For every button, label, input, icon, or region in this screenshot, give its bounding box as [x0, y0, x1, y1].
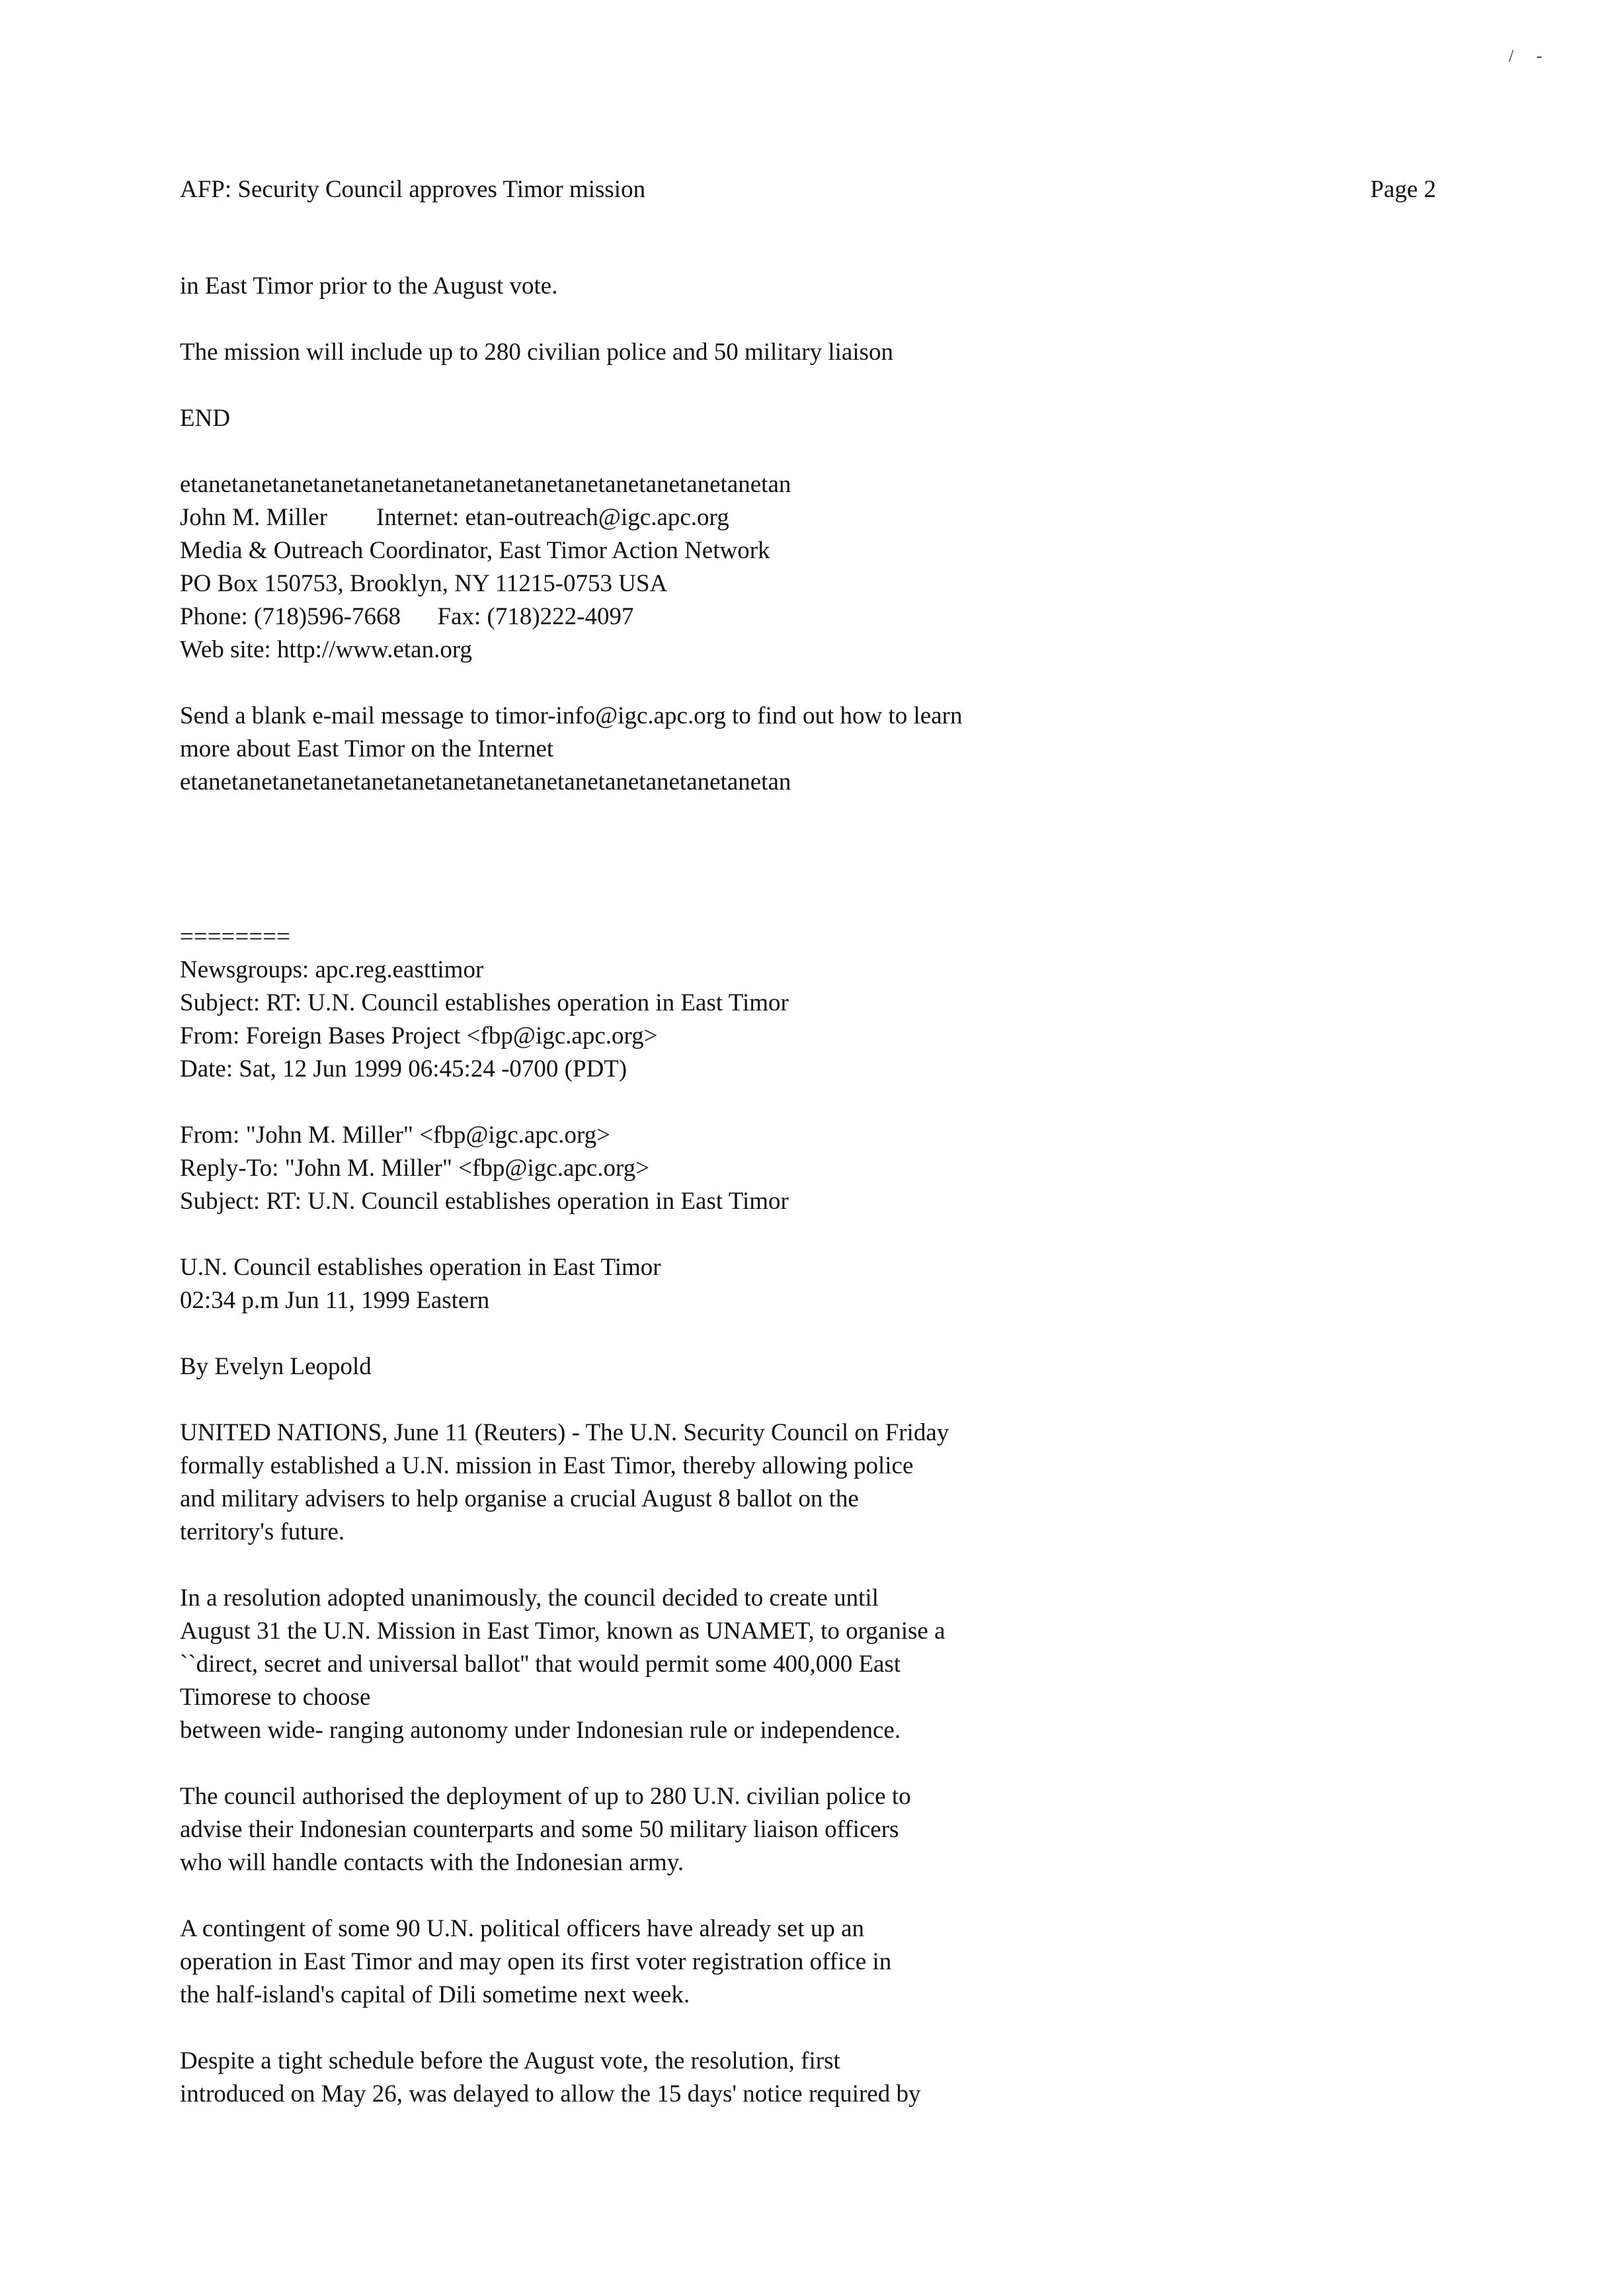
text-line: August 31 the U.N. Mission in East Timor, known as UNAMET, to organise a	[180, 1618, 945, 1645]
text-line: ``direct, secret and universal ballot'' that would permit some 400,000 East	[180, 1651, 901, 1678]
paragraph	[180, 468, 1304, 667]
text-line: who will handle contacts with the Indonesian army.	[180, 1849, 684, 1876]
text-line: In a resolution adopted unanimously, the council decided to create until	[180, 1584, 879, 1612]
text-line: PO Box 150753, Brooklyn, NY 11215-0753 USA	[180, 570, 668, 597]
text-line: etanetanetanetanetanetanetanetanetanetanetanetanetanetanetan	[180, 768, 791, 796]
text-line: and military advisers to help organise a crucial August 8 ballot on the	[180, 1485, 859, 1512]
text-line: Timorese to choose	[180, 1684, 371, 1711]
text-line: A contingent of some 90 U.N. political officers have already set up an	[180, 1915, 865, 1942]
text-line: Web site: http://www.etan.org	[180, 636, 472, 663]
text-line: The council authorised the deployment of up to 280 U.N. civilian police to	[180, 1783, 911, 1810]
document-body	[180, 270, 1304, 2144]
top-section	[180, 270, 1304, 799]
text-line: etanetanetanetanetanetanetanetanetanetanetanetanetanetanetan	[180, 471, 791, 498]
forwarded-message-section	[180, 921, 1304, 2111]
text-line: John M. Miller Internet: etan-outreach@igc.apc.org	[180, 504, 729, 531]
text-line: UNITED NATIONS, June 11 (Reuters) - The U.N. Security Council on Friday	[180, 1419, 949, 1446]
text-line: END	[180, 405, 231, 432]
text-line: Subject: RT: U.N. Council establishes operation in East Timor	[180, 989, 789, 1016]
text-line: 02:34 p.m Jun 11, 1999 Eastern	[180, 1287, 490, 1314]
text-line: more about East Timor on the Internet	[180, 735, 554, 762]
text-line: By Evelyn Leopold	[180, 1353, 372, 1380]
paragraph	[180, 700, 1304, 799]
text-line: From: "John M. Miller" <fbp@igc.apc.org>	[180, 1122, 611, 1149]
text-line: in East Timor prior to the August vote.	[180, 272, 558, 300]
text-line: introduced on May 26, was delayed to allow the 15 days' notice required by	[180, 2080, 921, 2108]
paragraph	[180, 336, 1304, 369]
paragraph	[180, 402, 1304, 435]
running-header	[180, 173, 1436, 206]
paragraph	[180, 270, 1304, 303]
text-line: From: Foreign Bases Project <fbp@igc.apc.org>	[180, 1022, 658, 1049]
text-line: The mission will include up to 280 civilian police and 50 military liaison	[180, 339, 893, 366]
paragraph	[180, 1119, 1304, 1218]
paragraph	[180, 1416, 1304, 1549]
text-line: Subject: RT: U.N. Council establishes operation in East Timor	[180, 1188, 789, 1215]
text-line: the half-island's capital of Dili sometime next week.	[180, 1981, 690, 2008]
paragraph	[180, 1582, 1304, 1747]
paragraph	[180, 1912, 1304, 2012]
text-line: U.N. Council establishes operation in East Timor	[180, 1254, 661, 1281]
text-line: Reply-To: "John M. Miller" <fbp@igc.apc.org>	[180, 1155, 650, 1182]
text-line: Send a blank e-mail message to timor-info@igc.apc.org to find out how to learn	[180, 702, 963, 729]
paragraph	[180, 2045, 1304, 2111]
text-line: Media & Outreach Coordinator, East Timor Action Network	[180, 537, 770, 564]
header-title: AFP: Security Council approves Timor mission	[180, 176, 646, 203]
paragraph	[180, 921, 1304, 1086]
corner-mark: / -	[1509, 46, 1552, 65]
text-line: Despite a tight schedule before the August vote, the resolution, first	[180, 2047, 840, 2074]
text-line: operation in East Timor and may open its first voter registration office in	[180, 1948, 892, 1975]
text-line: territory's future.	[180, 1518, 345, 1545]
text-line: ========	[180, 923, 290, 950]
paragraph	[180, 1350, 1304, 1383]
text-line: Date: Sat, 12 Jun 1999 06:45:24 -0700 (PDT)	[180, 1055, 627, 1083]
text-line: advise their Indonesian counterparts and some 50 military liaison officers	[180, 1816, 899, 1843]
text-line: between wide- ranging autonomy under Indonesian rule or independence.	[180, 1717, 901, 1744]
section-gap	[180, 832, 1304, 921]
text-line: formally established a U.N. mission in East Timor, thereby allowing police	[180, 1452, 914, 1479]
paragraph	[180, 1780, 1304, 1879]
text-line: Newsgroups: apc.reg.easttimor	[180, 956, 484, 983]
text-line: Phone: (718)596-7668 Fax: (718)222-4097	[180, 603, 634, 630]
paragraph	[180, 1251, 1304, 1317]
page-number: Page 2	[1370, 176, 1436, 203]
